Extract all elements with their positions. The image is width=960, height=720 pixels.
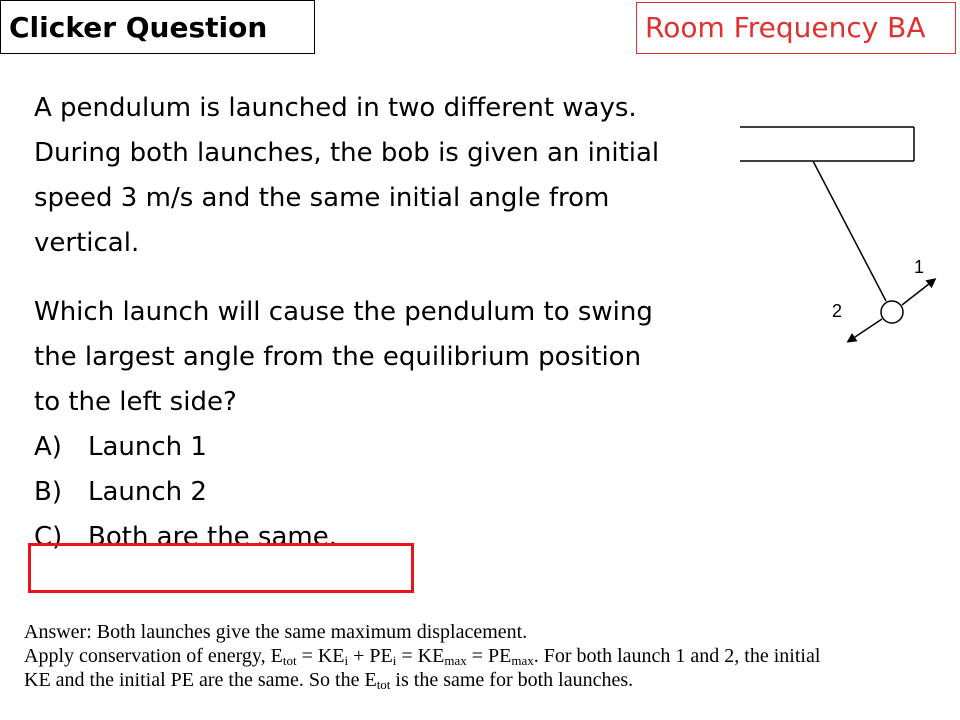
correct-answer-highlight <box>28 543 414 593</box>
launch-2-arrow <box>849 319 882 341</box>
option-text: Launch 1 <box>88 432 207 462</box>
option-letter: B) <box>34 477 62 507</box>
slide-title: Clicker Question <box>0 0 315 54</box>
answer-options <box>34 425 674 560</box>
option-text: Both are the same. <box>88 522 337 552</box>
launch-1-label: 1 <box>914 257 925 277</box>
answer-line-3: KE and the initial PE are the same. So the $E_{tot}$ is the same for both launches. <box>24 669 634 692</box>
answer-line-1: Answer: Both launches give the same maximum displacement. <box>24 621 528 643</box>
answer-explanation <box>24 620 944 692</box>
launch-1-arrow <box>902 280 934 305</box>
room-frequency-label: Room Frequency BA <box>636 2 956 54</box>
question-paragraph-setup: A pendulum is launched in two different ways. During both launches, the bob is given an initial speed 3 m/s and the same initial angle from vertical. <box>34 93 660 258</box>
question-block <box>34 86 674 560</box>
option-letter: A) <box>34 432 62 462</box>
answer-line-2: Apply conservation of energy, $E_{tot} = KE_i + PE_i = KE_{max} = PE_{max}$. For both launch 1 and 2, the initial <box>24 645 821 668</box>
pendulum-diagram <box>740 120 960 360</box>
option-text: Launch 2 <box>88 477 207 507</box>
option-a <box>34 425 674 470</box>
option-b <box>34 470 674 515</box>
pendulum-support <box>740 127 914 161</box>
question-paragraph-prompt: Which launch will cause the pendulum to swing the largest angle from the equilibrium position to the left side? <box>34 297 653 417</box>
pendulum-bob <box>881 301 903 323</box>
option-letter: C) <box>34 522 63 552</box>
launch-2-label: 2 <box>832 301 843 321</box>
pendulum-string <box>813 161 886 301</box>
